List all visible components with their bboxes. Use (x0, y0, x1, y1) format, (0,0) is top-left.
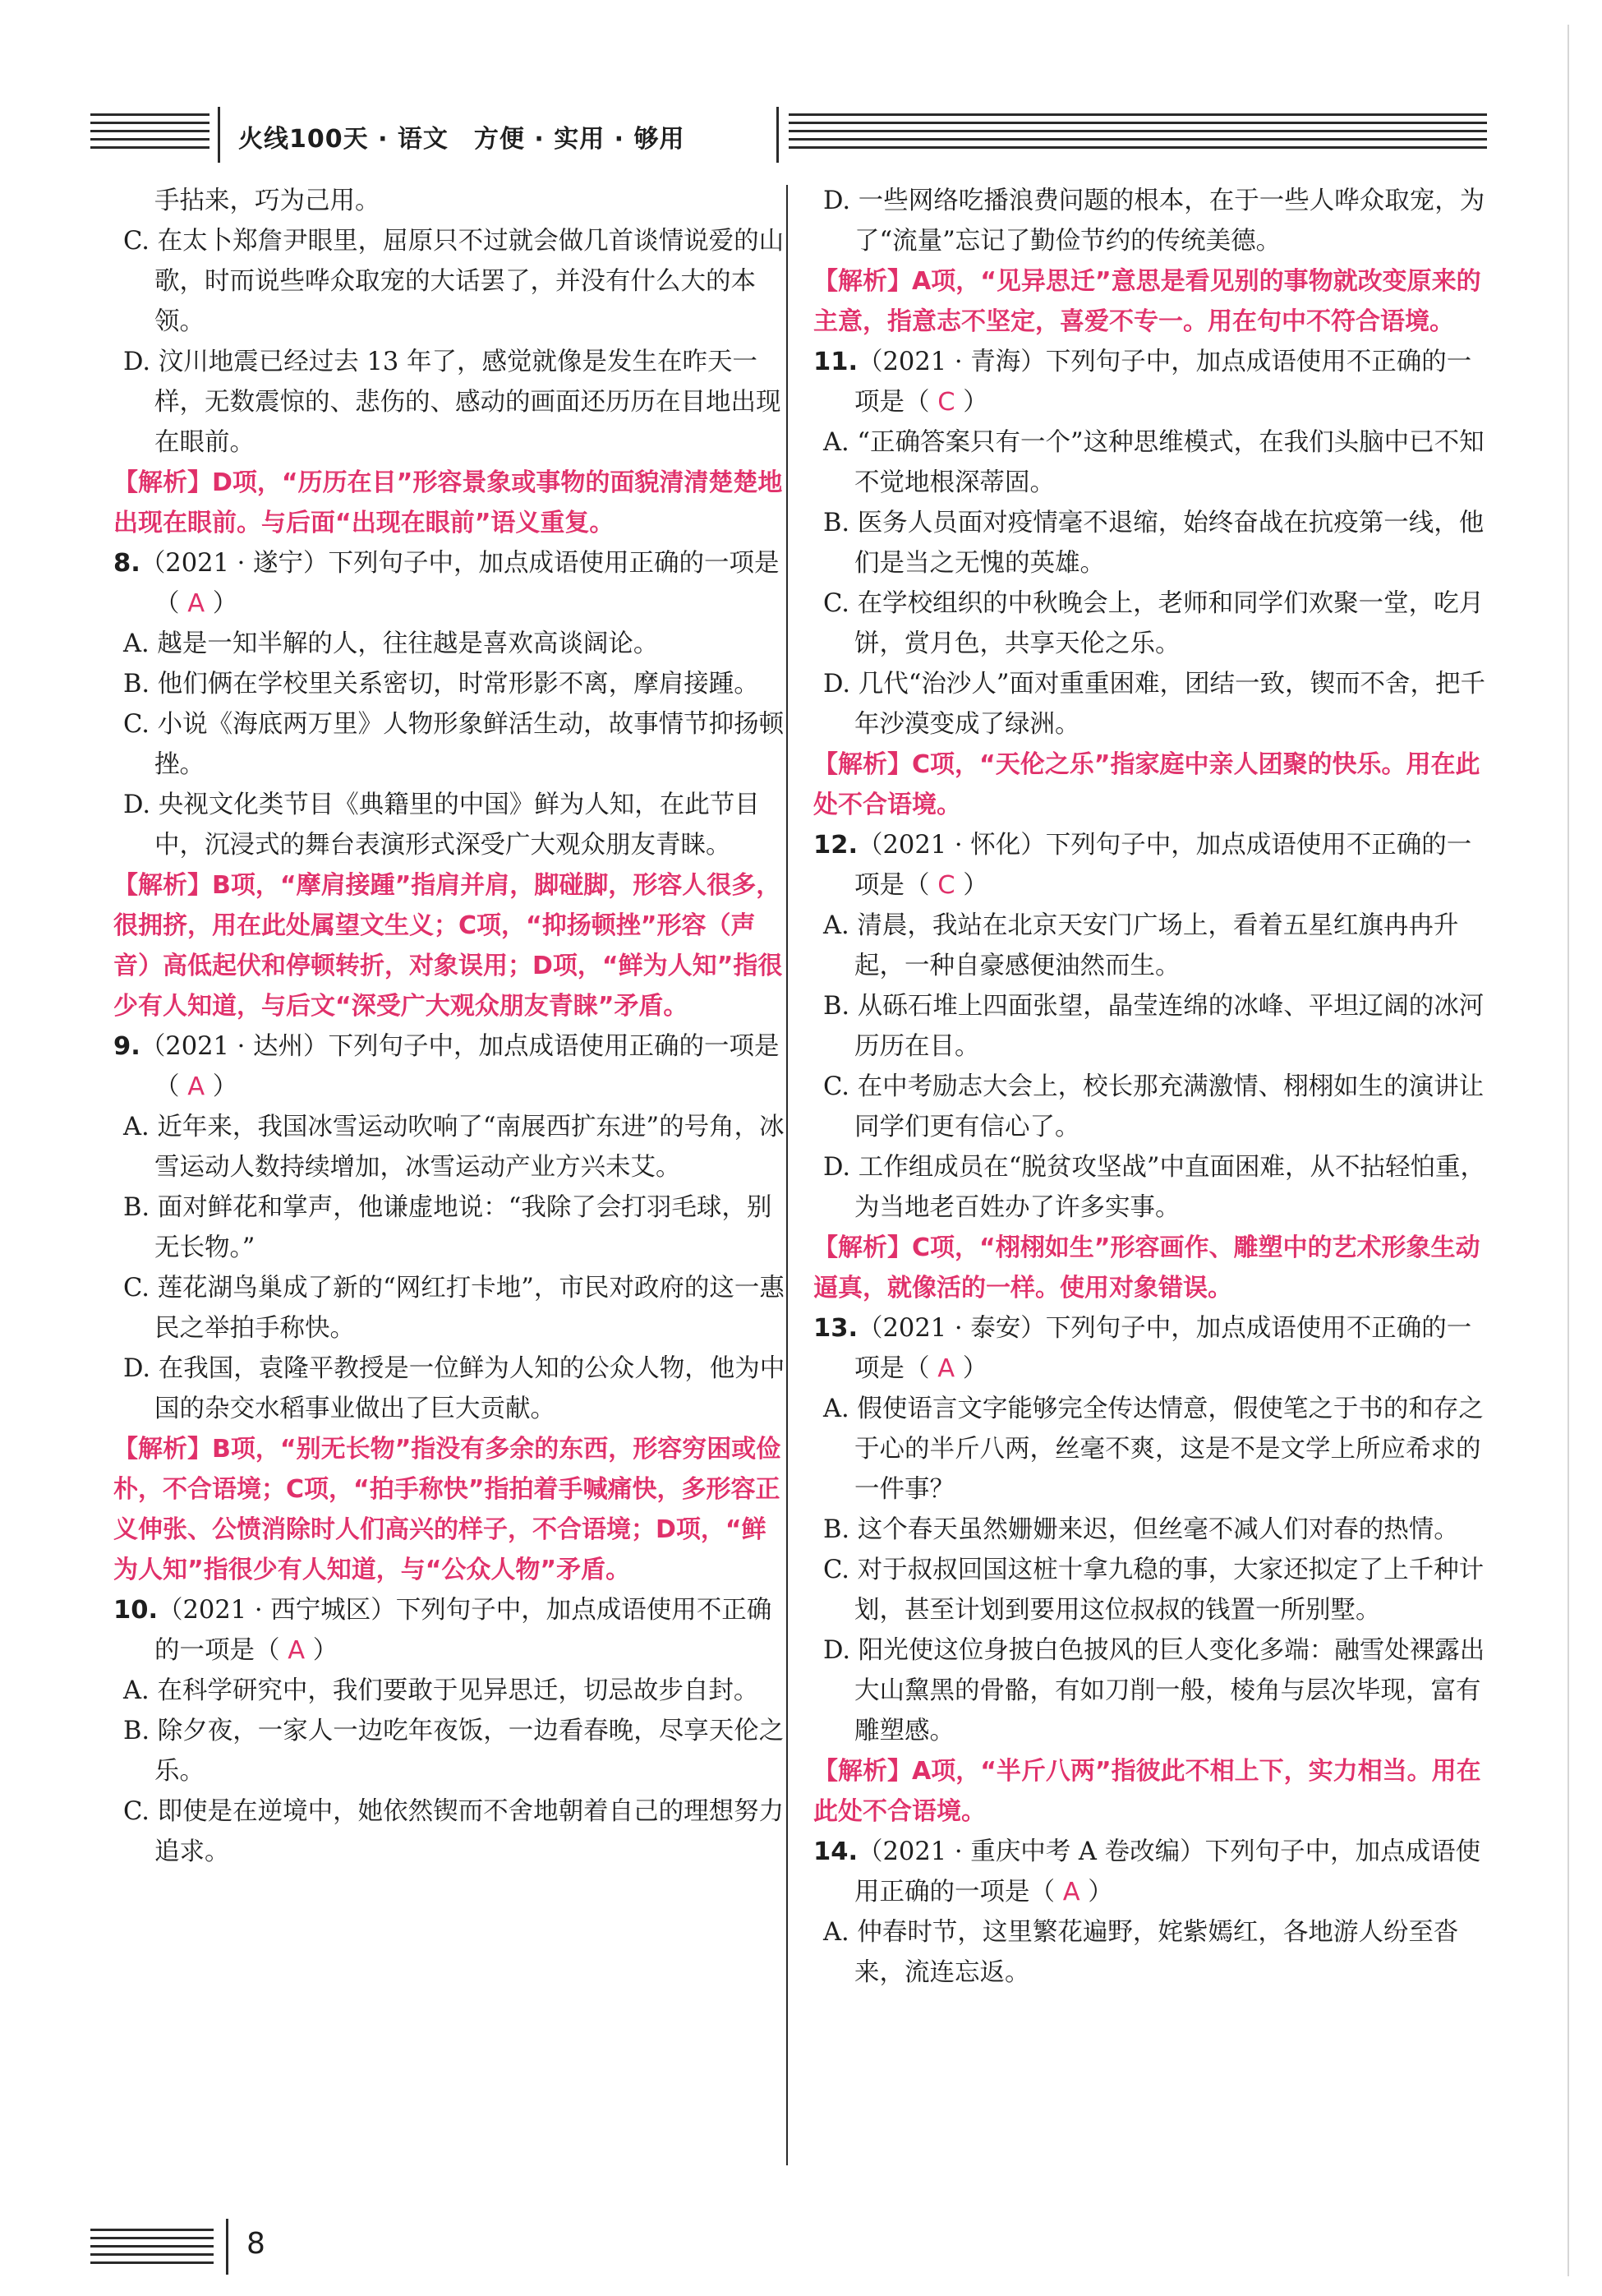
question-stem: （2021 · 达州）下列句子中，加点成语使用正确的一项是（ (140, 1032, 780, 1101)
option-text: D. 央视文化类节目《典籍里的中国》鲜为人知，在此节目中，沉浸式的舞台表演形式深受广大观众朋友青睐。 (123, 791, 760, 860)
analysis-text: 【解析】D项，“历历在目”形容景象或事物的面貌清清楚楚地出现在眼前。与后面“出现在眼前”语义重复。 (113, 468, 783, 537)
question-stem: （2021 · 怀化）下列句子中，加点成语使用不正确的一项是（ (854, 831, 1472, 900)
analysis-text: 【解析】B项，“摩肩接踵”指肩并肩，脚碰脚，形容人很多，很拥挤，用在此处属望文生义；C项，“抑扬顿挫”形容（声音）高低起伏和停顿转折，对象误用；D项，“鲜为人知”指很少有人知道，与后文“深受广大观众朋友青睐”矛盾。 (113, 871, 783, 1021)
option-text: C. 对于叔叔回国这桩十拿九稳的事，大家还拟定了上千种计划，甚至计划到要用这位叔叔的钱置一所别墅。 (823, 1556, 1485, 1625)
answer-letter: A (187, 1072, 205, 1101)
answer-letter: A (937, 1354, 955, 1383)
right-column (813, 181, 1487, 1993)
answer-letter: A (288, 1636, 306, 1665)
answer-letter: C (937, 388, 955, 417)
analysis-text: 【解析】B项，“别无长物”指没有多余的东西，形容穷困或俭朴，不合语境；C项，“拍手称快”指拍着手喊痛快，多形容正义伸张、公愤消除时人们高兴的样子，不合语境；D项，“鲜为人知”指很少有人知道，与“公众人物”矛盾。 (113, 1435, 781, 1584)
question-number: 14. (813, 1837, 859, 1866)
question (113, 1026, 787, 1107)
question (813, 825, 1487, 906)
answer-bracket-close: ） (312, 1636, 338, 1665)
question-stem: （2021 · 重庆中考 A 卷改编）下列句子中，加点成语使用正确的一项是（ (854, 1837, 1481, 1906)
analysis-text: 【解析】A项，“半斤八两”指彼此不相上下，实力相当。用在此处不合语境。 (813, 1757, 1481, 1826)
option-text: A. 假使语言文字能够完全传达情意，假使笔之于书的和存之于心的半斤八两，丝毫不爽，这是不是文学上所应希求的一件事？ (823, 1395, 1484, 1504)
question-stem: （2021 · 青海）下列句子中，加点成语使用不正确的一项是（ (854, 348, 1472, 417)
option-text: D. 一些网络吃播浪费问题的根本，在于一些人哗众取宠，为了“流量”忘记了勤俭节约的传统美德。 (823, 187, 1485, 256)
option-text: A. “正确答案只有一个”这种思维模式，在我们头脑中已不知不觉地根深蒂固。 (823, 428, 1485, 497)
question-stem: （2021 · 泰安）下列句子中，加点成语使用不正确的一项是（ (854, 1314, 1472, 1383)
option-text: D. 汶川地震已经过去 13 年了，感觉就像是发生在昨天一样，无数震惊的、悲伤的、感动的画面还历历在目地出现在眼前。 (123, 348, 781, 457)
left-column (113, 181, 787, 1872)
option-text: C. 在太卜郑詹尹眼里，屈原只不过就会做几首谈情说爱的山歌，时而说些哗众取宠的大话罢了，并没有什么大的本领。 (123, 227, 785, 336)
analysis-text: 【解析】C项，“栩栩如生”形容画作、雕塑中的艺术形象生动逼真，就像活的一样。使用对象错误。 (813, 1233, 1480, 1302)
question-number: 8. (113, 549, 140, 578)
answer-letter: A (187, 589, 205, 618)
option-text: A. 近年来，我国冰雪运动吹响了“南展西扩东进”的号角，冰雪运动人数持续增加，冰雪运动产业方兴未艾。 (123, 1113, 785, 1182)
footer-lines (90, 2229, 214, 2270)
question-number: 11. (813, 348, 859, 376)
question-number: 9. (113, 1032, 140, 1061)
header-lines-right (789, 113, 1487, 154)
page-edge-line (1567, 25, 1569, 2276)
option-text: B. 从砾石堆上四面张望，晶莹连绵的冰峰、平坦辽阔的冰河历历在目。 (823, 992, 1485, 1061)
question-stem: （2021 · 西宁城区）下列句子中，加点成语使用不正确的一项是（ (154, 1596, 772, 1665)
option-text: A. 仲春时节，这里繁花遍野，姹紫嫣红，各地游人纷至沓来，流连忘返。 (823, 1918, 1459, 1987)
option-text: C. 在中考励志大会上，校长那充满激情、栩栩如生的演讲让同学们更有信心了。 (823, 1072, 1485, 1141)
header-divider-right (776, 107, 779, 163)
answer-bracket-close: ） (963, 871, 988, 900)
answer-bracket-close: ） (962, 1354, 988, 1383)
option-text: C. 在学校组织的中秋晚会上，老师和同学们欢聚一堂，吃月饼，赏月色，共享天伦之乐。 (823, 589, 1485, 658)
question (813, 1832, 1487, 1912)
answer-bracket-close: ） (212, 1072, 238, 1101)
answer-bracket-close: ） (212, 589, 238, 618)
answer-bracket-close: ） (1088, 1878, 1113, 1906)
option-text: B. 除夕夜，一家人一边吃年夜饭，一边看春晚，尽享天伦之乐。 (123, 1717, 785, 1786)
option-text: B. 他们俩在学校里关系密切，时常形影不离，摩肩接踵。 (123, 670, 759, 698)
answer-letter: A (1062, 1878, 1080, 1906)
option-text: B. 医务人员面对疫情毫不退缩，始终奋战在抗疫第一线，他们是当之无愧的英雄。 (823, 509, 1485, 578)
option-text: A. 越是一知半解的人，往往越是喜欢高谈阔论。 (123, 629, 659, 658)
option-text: D. 几代“治沙人”面对重重困难，团结一致，锲而不舍，把千年沙漠变成了绿洲。 (823, 670, 1485, 739)
option-text: A. 清晨，我站在北京天安门广场上，看着五星红旗冉冉升起，一种自豪感便油然而生。 (823, 911, 1459, 980)
analysis-text: 【解析】C项，“天伦之乐”指家庭中亲人团聚的快乐。用在此处不合语境。 (813, 750, 1480, 819)
header-lines-left (90, 113, 209, 154)
question-number: 10. (113, 1596, 159, 1625)
question-stem: （2021 · 遂宁）下列句子中，加点成语使用正确的一项是（ (140, 549, 780, 618)
footer-divider (226, 2219, 228, 2275)
option-text: B. 这个春天虽然姗姗来迟，但丝毫不减人们对春的热情。 (823, 1515, 1459, 1544)
option-text: D. 工作组成员在“脱贫攻坚战”中直面困难，从不拈轻怕重，为当地老百姓办了许多实事。 (823, 1153, 1485, 1222)
answer-bracket-close: ） (963, 388, 988, 417)
answer-letter: C (937, 871, 955, 900)
option-text: A. 在科学研究中，我们要敢于见异思迁，切忌故步自封。 (123, 1676, 759, 1705)
question-number: 13. (813, 1314, 859, 1343)
option-text: C. 即使是在逆境中，她依然锲而不舍地朝着自己的理想努力追求。 (123, 1797, 785, 1866)
header-divider-left (218, 107, 220, 163)
analysis-text: 【解析】A项，“见异思迁”意思是看见别的事物就改变原来的主意，指意志不坚定，喜爱不专一。用在句中不符合语境。 (813, 267, 1481, 336)
option-text: D. 阳光使这位身披白色披风的巨人变化多端：融雪处裸露出大山黧黑的骨骼，有如刀削一般，棱角与层次毕现，富有雕塑感。 (823, 1636, 1485, 1745)
option-text: C. 小说《海底两万里》人物形象鲜活生动，故事情节抑扬顿挫。 (123, 710, 785, 779)
header-title: 火线100天 · 语文 方便 · 实用 · 够用 (238, 125, 685, 154)
question (813, 1308, 1487, 1389)
option-text: C. 莲花湖鸟巢成了新的“网红打卡地”，市民对政府的这一惠民之举拍手称快。 (123, 1274, 785, 1343)
body-text: 手拈来，巧为己用。 (154, 187, 380, 215)
question (113, 1590, 787, 1671)
option-text: D. 在我国，袁隆平教授是一位鲜为人知的公众人物，他为中国的杂交水稻事业做出了巨大贡献。 (123, 1354, 785, 1423)
question (113, 543, 787, 624)
question-number: 12. (813, 831, 859, 860)
page-number: 8 (246, 2227, 265, 2261)
question (813, 342, 1487, 422)
option-text: B. 面对鲜花和掌声，他谦虚地说：“我除了会打羽毛球，别无长物。” (123, 1193, 772, 1262)
